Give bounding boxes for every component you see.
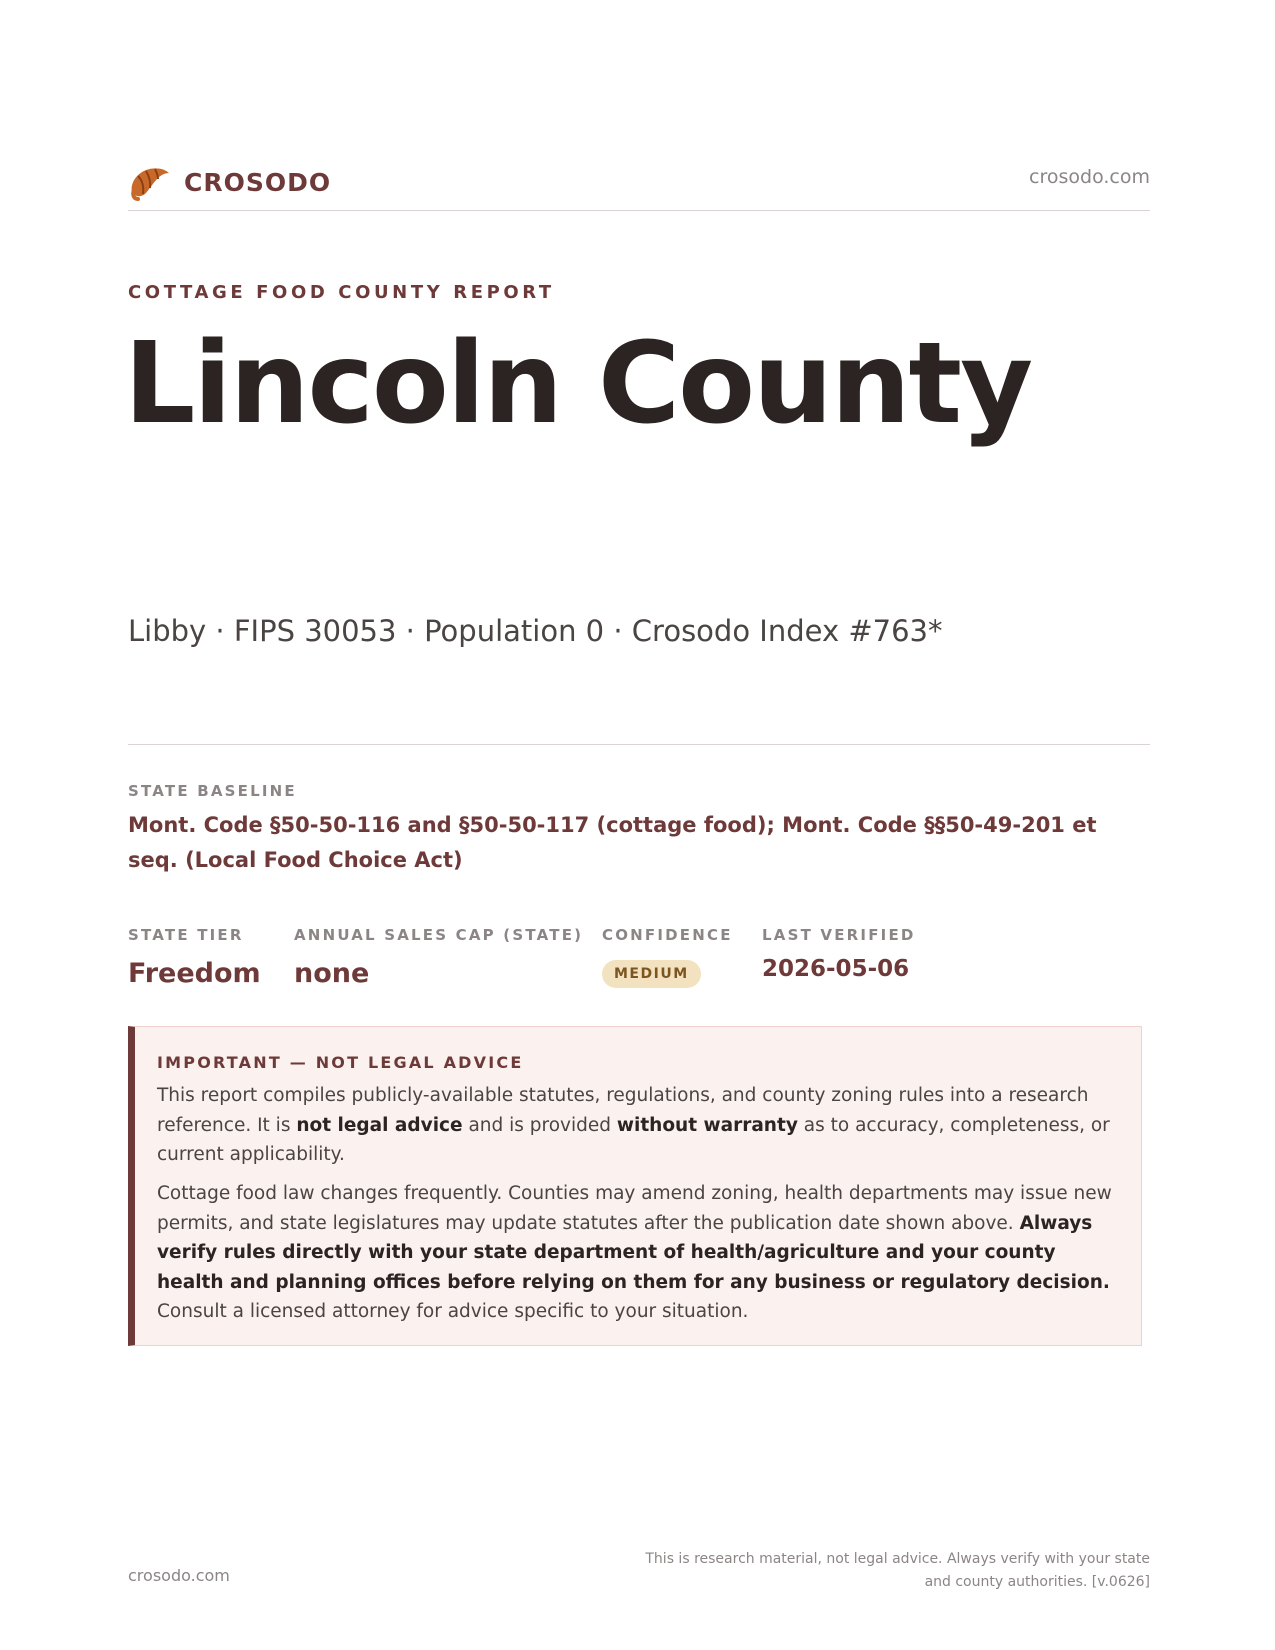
notice-text: and is provided [462,1114,617,1136]
footer-site-url[interactable]: crosodo.com [128,1566,230,1585]
notice-emphasis: Always verify rules directly with your state department of health/agriculture and your county health and planning offices before relying on them for any business or regulatory decision. [157,1212,1110,1293]
notice-text: Cottage food law changes frequently. Counties may amend zoning, health departments may issue new permits, and state legislatures may update statutes after the publication date shown above. [157,1183,1112,1234]
notice-paragraph [157,1081,1117,1170]
notice-text: as to accuracy, completeness, or current applicability. [157,1114,1110,1165]
stat-value: 2026-05-06 [762,956,910,982]
notice-text: Consult a licensed attorney for advice specific to your situation. [157,1301,749,1322]
report-page [124,0,1150,1650]
county-meta: Libby · FIPS 30053 · Population 0 · Crosodo Index #763* [128,614,943,648]
notice-heading: IMPORTANT — NOT LEGAL ADVICE [157,1053,524,1072]
site-url[interactable]: crosodo.com [1029,166,1150,188]
stat-value: none [294,958,370,989]
state-baseline-value: Mont. Code §50-50-116 and §50-50-117 (cottage food); Mont. Code §§50-49-201 et seq. (Local Food Choice Act) [128,813,1097,872]
county-title: Lincoln County [124,319,1032,449]
logo [128,162,331,202]
notice-text: This report compiles publicly-available statutes, regulations, and county zoning rules into a research reference. It is [157,1085,1089,1136]
stat-label: CONFIDENCE [602,926,733,944]
footer-disclaimer: This is research material, not legal advice. Always verify with your state and county authorities. [v.0626] [645,1551,1150,1590]
stat-state-tier [128,926,261,989]
brand-name: CROSODO [184,167,332,197]
stat-value: Freedom [128,958,261,989]
notice-emphasis: not legal advice [296,1114,463,1136]
stat-label: ANNUAL SALES CAP (STATE) [294,926,584,944]
confidence-badge: MEDIUM [602,960,701,988]
state-baseline-label: STATE BASELINE [128,782,297,800]
stat-label: STATE TIER [128,926,244,944]
report-eyebrow: COTTAGE FOOD COUNTY REPORT [128,282,555,303]
notice-emphasis: without warranty [616,1114,798,1136]
stat-label: LAST VERIFIED [762,926,916,944]
page-header [128,156,1150,211]
croissant-icon [128,162,172,202]
stat-last-verified [762,926,916,982]
section-divider [128,744,1150,745]
stat-confidence [602,926,733,988]
stat-sales-cap [294,926,583,989]
notice-paragraph [157,1179,1117,1327]
legal-notice [128,1026,1142,1346]
